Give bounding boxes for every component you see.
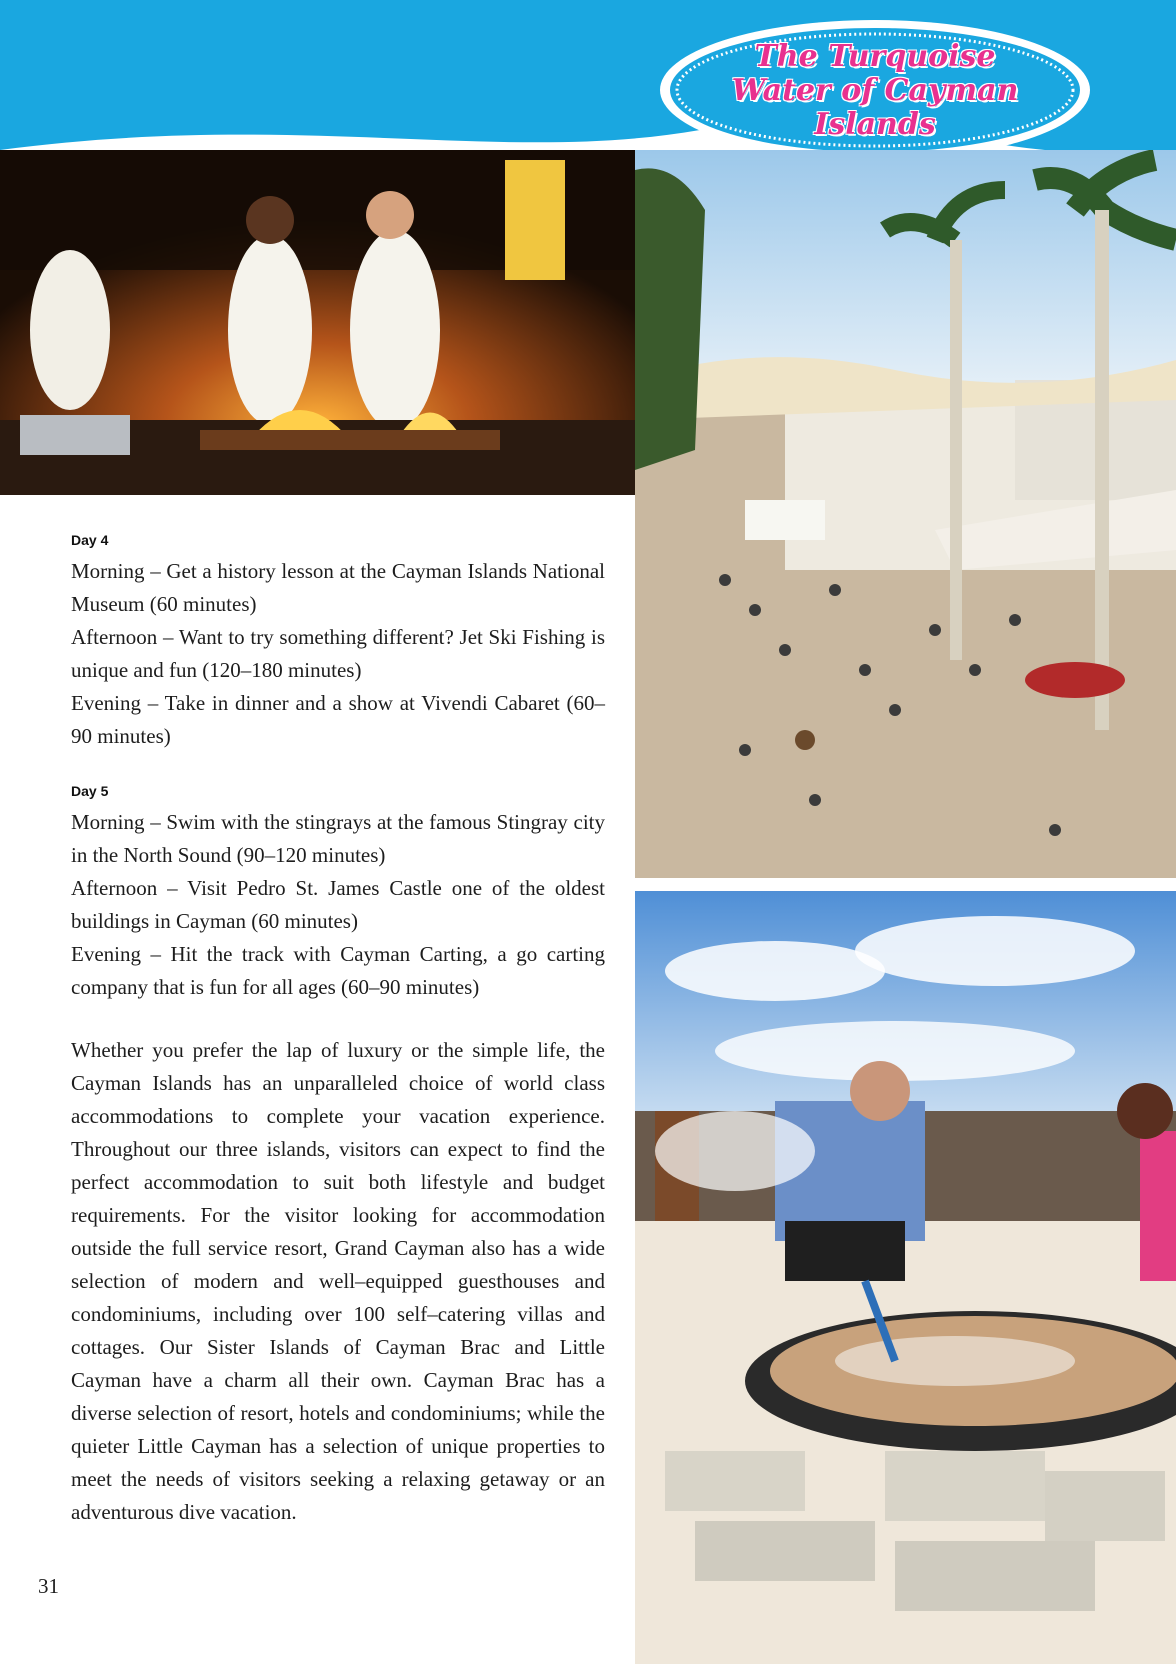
day-4-evening: Evening – Take in dinner and a show at Vivendi Cabaret (60–90 minutes) [71,691,605,748]
accommodations-paragraph: Whether you prefer the lap of luxury or the simple life, the Cayman Islands has an unparalleled choice of world class accommodations to complete your vacation experience. Throughout our three islands, visitors can expect to find the perfect accommodation to suit both lifestyle and budget requirements. For the visitor looking for accommodation outside the full service resort, Grand Cayman also has a wide selection of modern and well–equipped guesthouses and condominiums, including over 100 self–catering villas and cottages. Our Sister Islands of Cayman Brac and Little Cayman have a charm all their own. Cayman Brac has a diverse selection of resort, hotels and condominiums; while the quieter Little Cayman has a selection of unique properties to meet the needs of visitors seeking a relaxing getaway or an adventurous dive vacation. [71,1038,605,1524]
day-5-evening: Evening – Hit the track with Cayman Carting, a go carting company that is fun for all ages (60–90 minutes) [71,942,605,999]
header-title [690,40,1060,142]
day-5-section [71,783,605,1004]
day-5-morning: Morning – Swim with the stingrays at the famous Stingray city in the North Sound (90–120 minutes) [71,810,605,867]
beach-paella-cooking-photo [635,891,1176,1664]
page-number: 31 [38,1574,59,1598]
day-4-afternoon: Afternoon – Want to try something different? Jet Ski Fishing is unique and fun (120–180 minutes) [71,625,605,682]
day-5-heading: Day 5 [71,783,109,799]
itinerary-text-column [71,532,605,1529]
day-4-section [71,532,605,753]
header-title-line-2: Water of Cayman [731,73,1019,108]
header-title-line-1: The Turquoise [754,39,996,74]
chefs-grilling-photo [0,150,635,495]
day-4-heading: Day 4 [71,532,109,548]
outdoor-market-plaza-photo [635,150,1176,878]
day-5-afternoon: Afternoon – Visit Pedro St. James Castle one of the oldest buildings in Cayman (60 minutes) [71,876,605,933]
day-4-morning: Morning – Get a history lesson at the Cayman Islands National Museum (60 minutes) [71,559,605,616]
header-title-line-3: Islands [814,107,936,142]
